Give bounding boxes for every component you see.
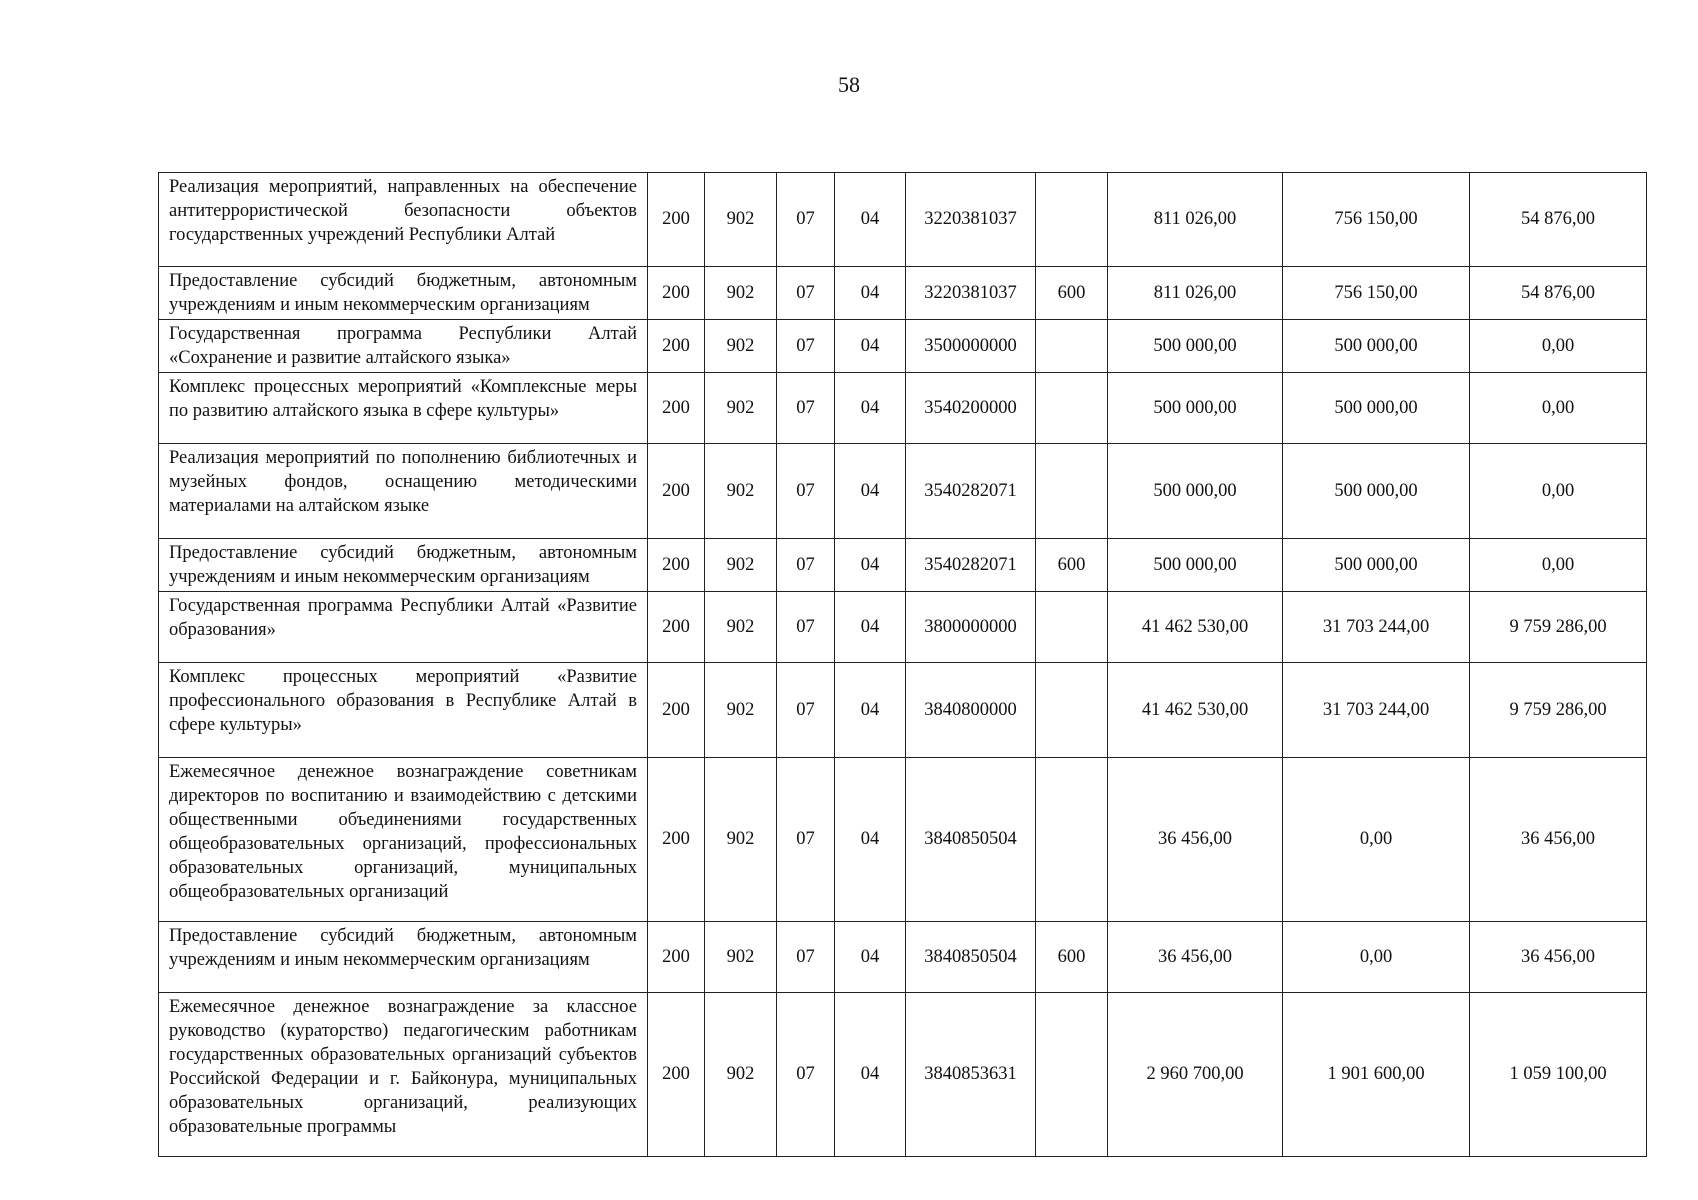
amount-cell: 500 000,00	[1108, 539, 1283, 592]
row-name-cell: Реализация мероприятий по пополнению библиотечных и музейных фондов, оснащению методическими материалами на алтайском языке	[159, 444, 648, 539]
table-row	[159, 373, 1647, 444]
amount-cell: 41 462 530,00	[1108, 592, 1283, 663]
code-cell: 3840850504	[906, 922, 1036, 993]
amount-cell: 811 026,00	[1108, 173, 1283, 267]
code-cell	[1036, 444, 1108, 539]
table-row	[159, 758, 1647, 922]
code-cell: 902	[705, 663, 777, 758]
amount-cell: 500 000,00	[1108, 373, 1283, 444]
amount-cell: 36 456,00	[1108, 922, 1283, 993]
table-row	[159, 173, 1647, 267]
code-cell: 902	[705, 539, 777, 592]
row-name-cell: Предоставление субсидий бюджетным, автономным учреждениям и иным некоммерческим организациям	[159, 922, 648, 993]
code-cell: 07	[777, 173, 835, 267]
table-row	[159, 539, 1647, 592]
row-name-cell: Предоставление субсидий бюджетным, автономным учреждениям и иным некоммерческим организациям	[159, 539, 648, 592]
amount-cell: 500 000,00	[1283, 320, 1470, 373]
row-name-cell: Государственная программа Республики Алтай «Сохранение и развитие алтайского языка»	[159, 320, 648, 373]
code-cell: 3220381037	[906, 173, 1036, 267]
amount-cell: 500 000,00	[1108, 444, 1283, 539]
amount-cell: 500 000,00	[1283, 373, 1470, 444]
code-cell: 200	[648, 993, 705, 1157]
code-cell: 07	[777, 663, 835, 758]
amount-cell: 41 462 530,00	[1108, 663, 1283, 758]
code-cell: 902	[705, 444, 777, 539]
code-cell: 07	[777, 444, 835, 539]
code-cell: 902	[705, 592, 777, 663]
code-cell	[1036, 373, 1108, 444]
code-cell: 200	[648, 922, 705, 993]
code-cell	[1036, 320, 1108, 373]
code-cell	[1036, 592, 1108, 663]
amount-cell: 1 901 600,00	[1283, 993, 1470, 1157]
code-cell: 902	[705, 320, 777, 373]
code-cell: 04	[835, 267, 906, 320]
code-cell: 07	[777, 592, 835, 663]
code-cell: 3840853631	[906, 993, 1036, 1157]
code-cell: 200	[648, 267, 705, 320]
code-cell: 902	[705, 373, 777, 444]
code-cell	[1036, 663, 1108, 758]
code-cell: 3220381037	[906, 267, 1036, 320]
code-cell: 07	[777, 922, 835, 993]
code-cell: 902	[705, 267, 777, 320]
code-cell: 902	[705, 173, 777, 267]
code-cell: 07	[777, 320, 835, 373]
page-number: 58	[838, 72, 860, 97]
amount-cell: 36 456,00	[1470, 758, 1647, 922]
table-row	[159, 320, 1647, 373]
code-cell: 902	[705, 758, 777, 922]
amount-cell: 54 876,00	[1470, 267, 1647, 320]
amount-cell: 0,00	[1470, 539, 1647, 592]
code-cell: 07	[777, 539, 835, 592]
code-cell	[1036, 993, 1108, 1157]
code-cell: 3540282071	[906, 539, 1036, 592]
code-cell: 04	[835, 758, 906, 922]
code-cell: 600	[1036, 267, 1108, 320]
code-cell: 04	[835, 592, 906, 663]
budget-table	[158, 172, 1647, 1157]
code-cell: 200	[648, 320, 705, 373]
code-cell: 200	[648, 663, 705, 758]
table-row	[159, 663, 1647, 758]
row-name-cell: Предоставление субсидий бюджетным, автономным учреждениям и иным некоммерческим организациям	[159, 267, 648, 320]
amount-cell: 0,00	[1470, 320, 1647, 373]
code-cell: 04	[835, 539, 906, 592]
amount-cell: 0,00	[1470, 444, 1647, 539]
amount-cell: 756 150,00	[1283, 267, 1470, 320]
code-cell: 200	[648, 592, 705, 663]
row-name-cell: Государственная программа Республики Алтай «Развитие образования»	[159, 592, 648, 663]
code-cell: 3840800000	[906, 663, 1036, 758]
table-row	[159, 922, 1647, 993]
amount-cell: 31 703 244,00	[1283, 663, 1470, 758]
code-cell: 07	[777, 373, 835, 444]
code-cell: 200	[648, 173, 705, 267]
code-cell: 04	[835, 173, 906, 267]
code-cell: 04	[835, 993, 906, 1157]
code-cell: 902	[705, 993, 777, 1157]
code-cell: 3540200000	[906, 373, 1036, 444]
amount-cell: 2 960 700,00	[1108, 993, 1283, 1157]
code-cell: 04	[835, 373, 906, 444]
row-name-cell: Ежемесячное денежное вознаграждение за классное руководство (кураторство) педагогическим работникам государственных образовательных организаций субъектов Российской Федерации и г. Байконура, муниципальных образовательных организаций, реализующих образовательные программы	[159, 993, 648, 1157]
amount-cell: 0,00	[1283, 922, 1470, 993]
table-row	[159, 267, 1647, 320]
amount-cell: 9 759 286,00	[1470, 663, 1647, 758]
code-cell	[1036, 173, 1108, 267]
amount-cell: 500 000,00	[1283, 444, 1470, 539]
code-cell	[1036, 758, 1108, 922]
amount-cell: 31 703 244,00	[1283, 592, 1470, 663]
code-cell: 04	[835, 444, 906, 539]
code-cell: 200	[648, 444, 705, 539]
row-name-cell: Ежемесячное денежное вознаграждение советникам директоров по воспитанию и взаимодействию с детскими общественными объединениями государственных общеобразовательных организаций, профессиональных образовательных организаций, муниципальных общеобразовательных организаций	[159, 758, 648, 922]
row-name-cell: Реализация мероприятий, направленных на обеспечение антитеррористической безопасности объектов государственных учреждений Республики Алтай	[159, 173, 648, 267]
amount-cell: 756 150,00	[1283, 173, 1470, 267]
code-cell: 3500000000	[906, 320, 1036, 373]
code-cell: 04	[835, 320, 906, 373]
row-name-cell: Комплекс процессных мероприятий «Развитие профессионального образования в Республике Алтай в сфере культуры»	[159, 663, 648, 758]
amount-cell: 1 059 100,00	[1470, 993, 1647, 1157]
amount-cell: 0,00	[1283, 758, 1470, 922]
amount-cell: 500 000,00	[1108, 320, 1283, 373]
amount-cell: 0,00	[1470, 373, 1647, 444]
amount-cell: 54 876,00	[1470, 173, 1647, 267]
code-cell: 07	[777, 267, 835, 320]
code-cell: 3540282071	[906, 444, 1036, 539]
table-row	[159, 592, 1647, 663]
code-cell: 200	[648, 373, 705, 444]
code-cell: 600	[1036, 539, 1108, 592]
amount-cell: 811 026,00	[1108, 267, 1283, 320]
code-cell: 902	[705, 922, 777, 993]
code-cell: 200	[648, 758, 705, 922]
amount-cell: 36 456,00	[1108, 758, 1283, 922]
code-cell: 600	[1036, 922, 1108, 993]
code-cell: 3800000000	[906, 592, 1036, 663]
code-cell: 04	[835, 663, 906, 758]
amount-cell: 9 759 286,00	[1470, 592, 1647, 663]
code-cell: 07	[777, 993, 835, 1157]
amount-cell: 500 000,00	[1283, 539, 1470, 592]
table-row	[159, 993, 1647, 1157]
amount-cell: 36 456,00	[1470, 922, 1647, 993]
code-cell: 04	[835, 922, 906, 993]
code-cell: 3840850504	[906, 758, 1036, 922]
table-row	[159, 444, 1647, 539]
row-name-cell: Комплекс процессных мероприятий «Комплексные меры по развитию алтайского языка в сфере культуры»	[159, 373, 648, 444]
code-cell: 200	[648, 539, 705, 592]
code-cell: 07	[777, 758, 835, 922]
